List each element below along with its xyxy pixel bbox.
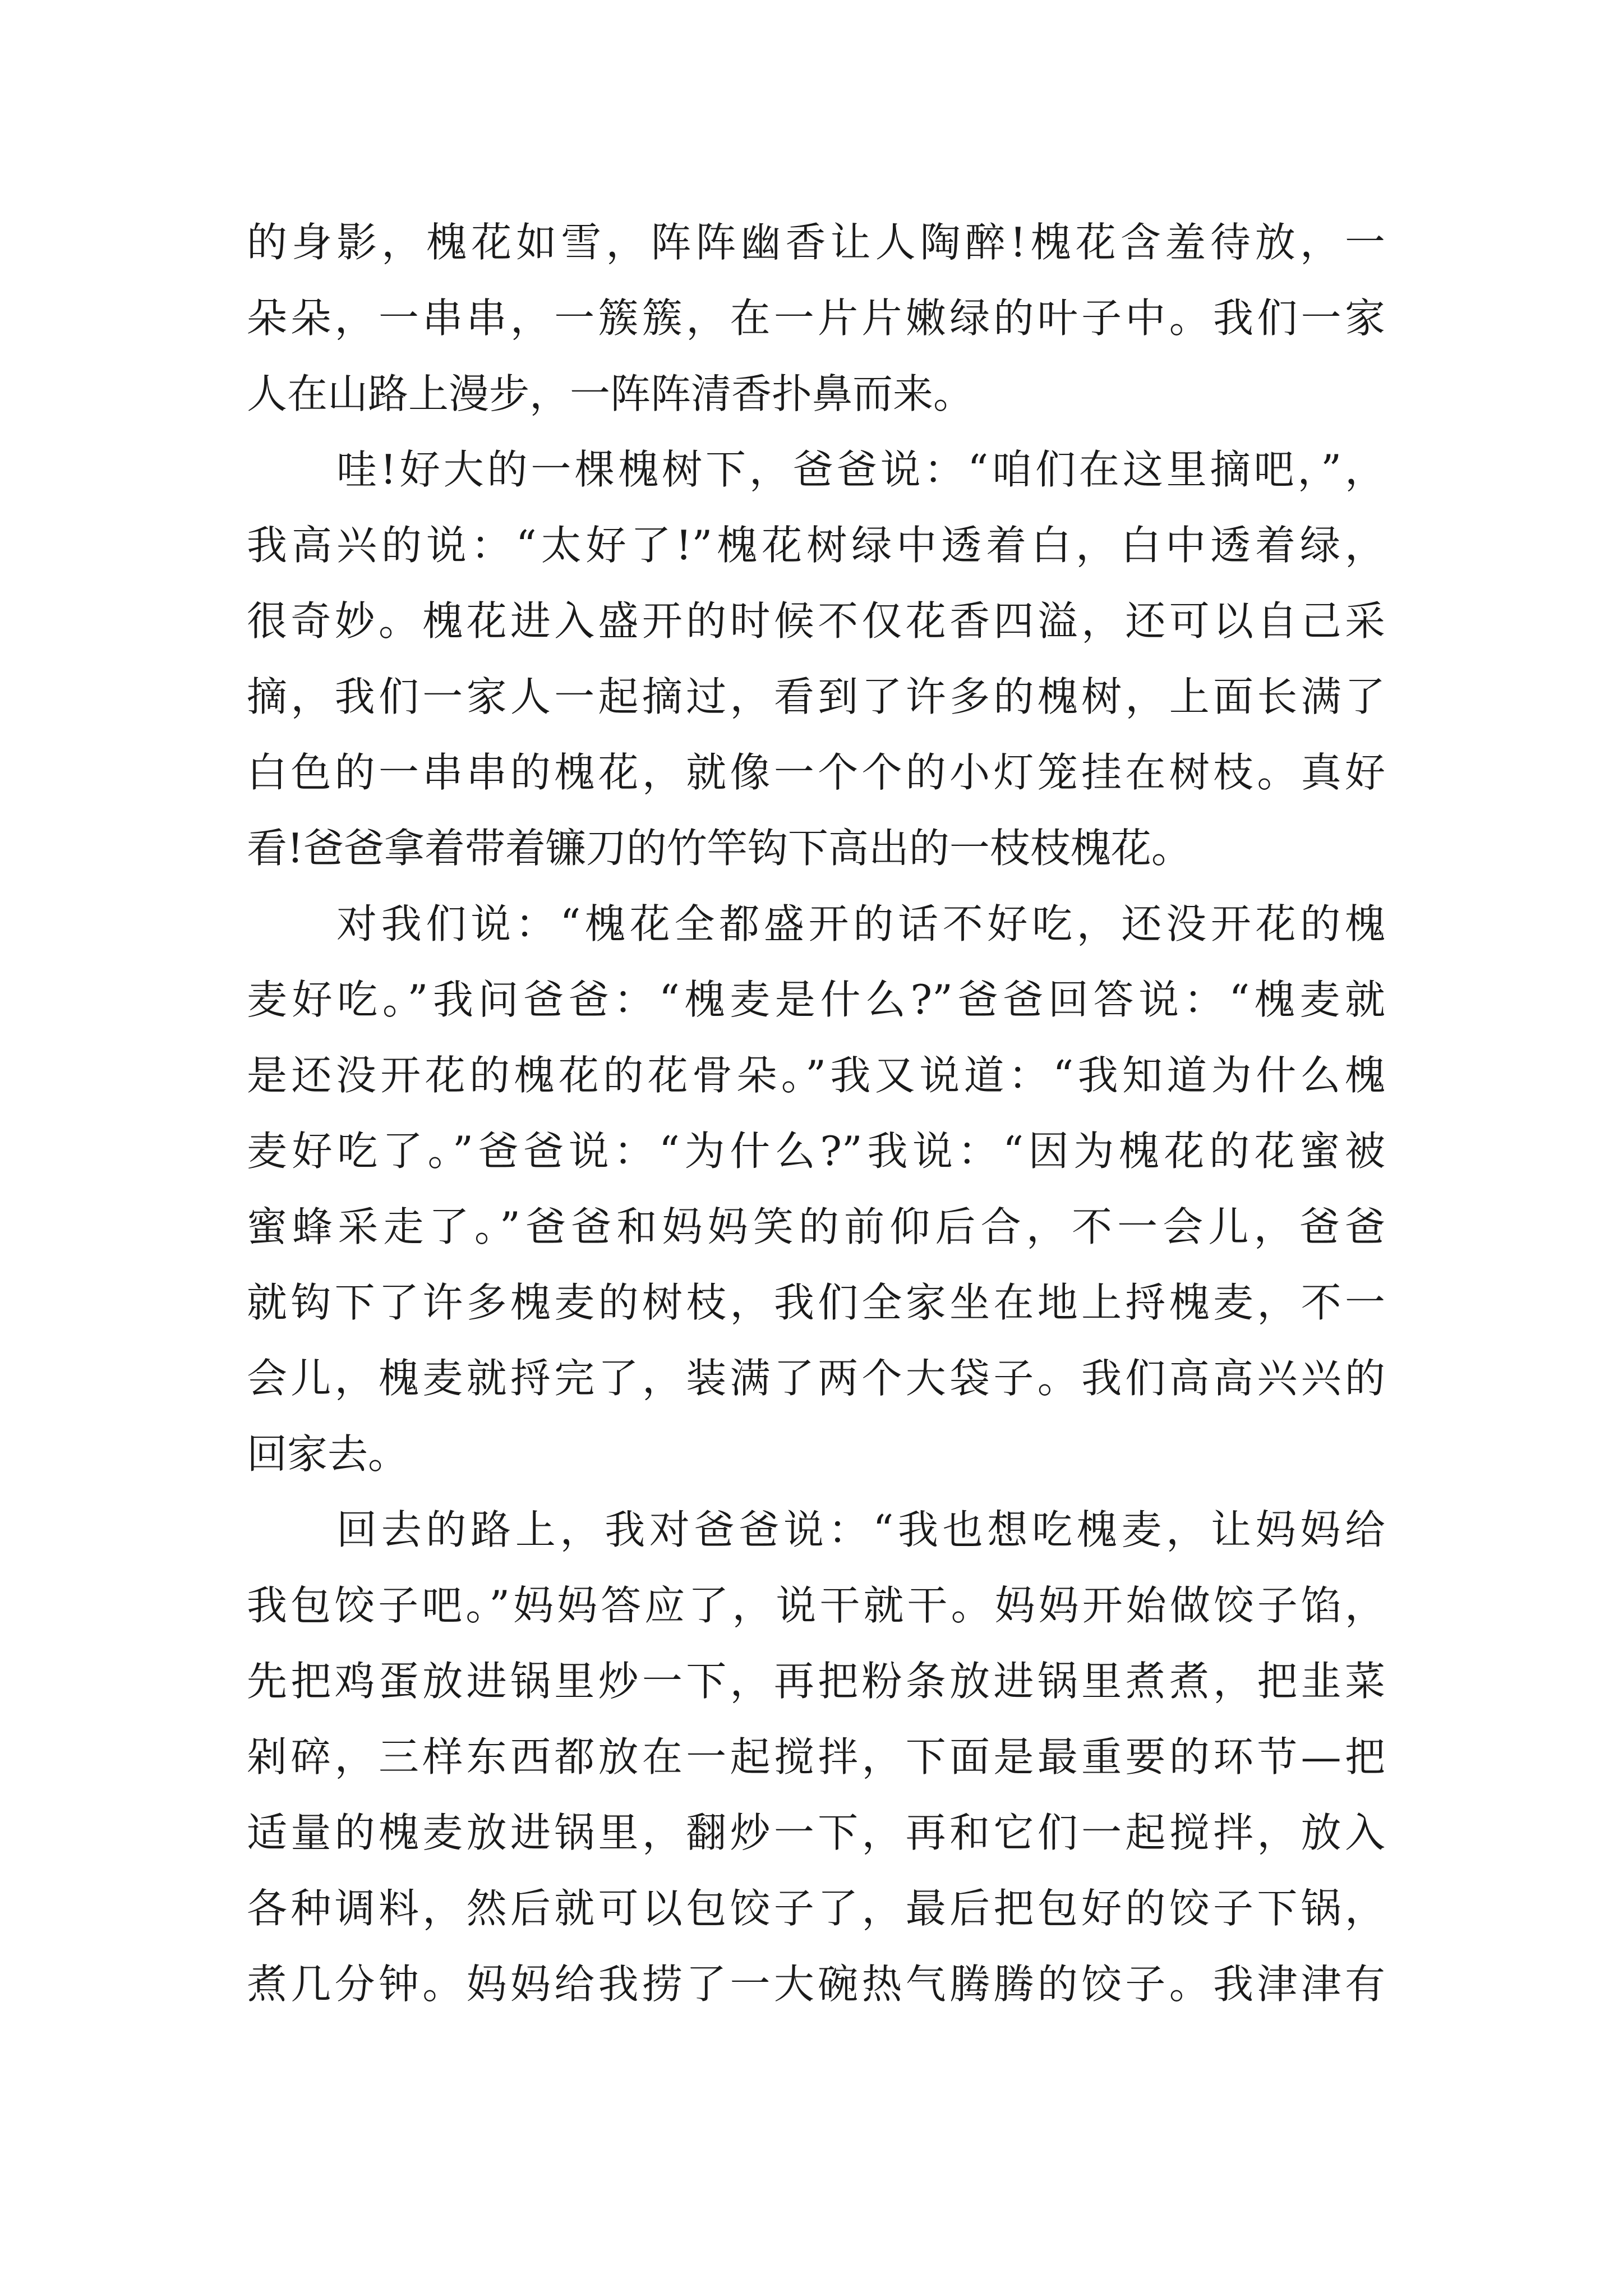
text-line: 各种调料，然后就可以包饺子了，最后把包好的饺子下锅，: [247, 1885, 1385, 1932]
text-line: 就钩下了许多槐麦的树枝，我们全家坐在地上捋槐麦，不一: [247, 1279, 1385, 1326]
text-line: 适量的槐麦放进锅里，翻炒一下，再和它们一起搅拌，放入: [247, 1809, 1385, 1856]
text-column: [247, 205, 1385, 2022]
text-line: 哇!好大的一棵槐树下，爸爸说：“咱们在这里摘吧，”，: [336, 446, 1385, 493]
text-line: 回去的路上，我对爸爸说：“我也想吃槐麦，让妈妈给: [336, 1506, 1385, 1553]
text-line: 朵朵，一串串，一簇簇，在一片片嫩绿的叶子中。我们一家: [247, 295, 1385, 342]
text-line: 麦好吃了。”爸爸说：“为什么?”我说：“因为槐花的花蜜被: [247, 1128, 1385, 1175]
text-line: 会儿，槐麦就捋完了，装满了两个大袋子。我们高高兴兴的: [247, 1355, 1385, 1402]
text-line: 煮几分钟。妈妈给我捞了一大碗热气腾腾的饺子。我津津有: [247, 1961, 1385, 2008]
text-line: 看!爸爸拿着带着镰刀的竹竿钩下高出的一枝枝槐花。: [247, 825, 1192, 872]
text-line: 很奇妙。槐花进入盛开的时候不仅花香四溢，还可以自己采: [247, 597, 1385, 645]
text-line: 蜜蜂采走了。”爸爸和妈妈笑的前仰后合，不一会儿，爸爸: [247, 1203, 1385, 1250]
text-line: 的身影，槐花如雪，阵阵幽香让人陶醉!槐花含羞待放，一: [247, 219, 1385, 266]
text-line: 白色的一串串的槐花，就像一个个的小灯笼挂在树枝。真好: [247, 749, 1385, 796]
text-line: 剁碎，三样东西都放在一起搅拌，下面是最重要的环节—把: [247, 1733, 1385, 1780]
text-line: 摘，我们一家人一起摘过，看到了许多的槐树，上面长满了: [247, 673, 1385, 720]
text-line: 是还没开花的槐花的花骨朵。”我又说道：“我知道为什么槐: [247, 1052, 1385, 1099]
text-line: 我高兴的说：“太好了!”槐花树绿中透着白，白中透着绿，: [247, 522, 1385, 569]
text-line: 我包饺子吧。”妈妈答应了，说干就干。妈妈开始做饺子馅，: [247, 1582, 1385, 1629]
text-line: 对我们说：“槐花全都盛开的话不好吃，还没开花的槐: [336, 900, 1385, 947]
text-line: 回家去。: [247, 1430, 409, 1478]
text-line: 人在山路上漫步，一阵阵清香扑鼻而来。: [247, 370, 974, 417]
text-line: 先把鸡蛋放进锅里炒一下，再把粉条放进锅里煮煮，把韭菜: [247, 1658, 1385, 1705]
text-line: 麦好吃。”我问爸爸：“槐麦是什么?”爸爸回答说：“槐麦就: [247, 976, 1385, 1023]
